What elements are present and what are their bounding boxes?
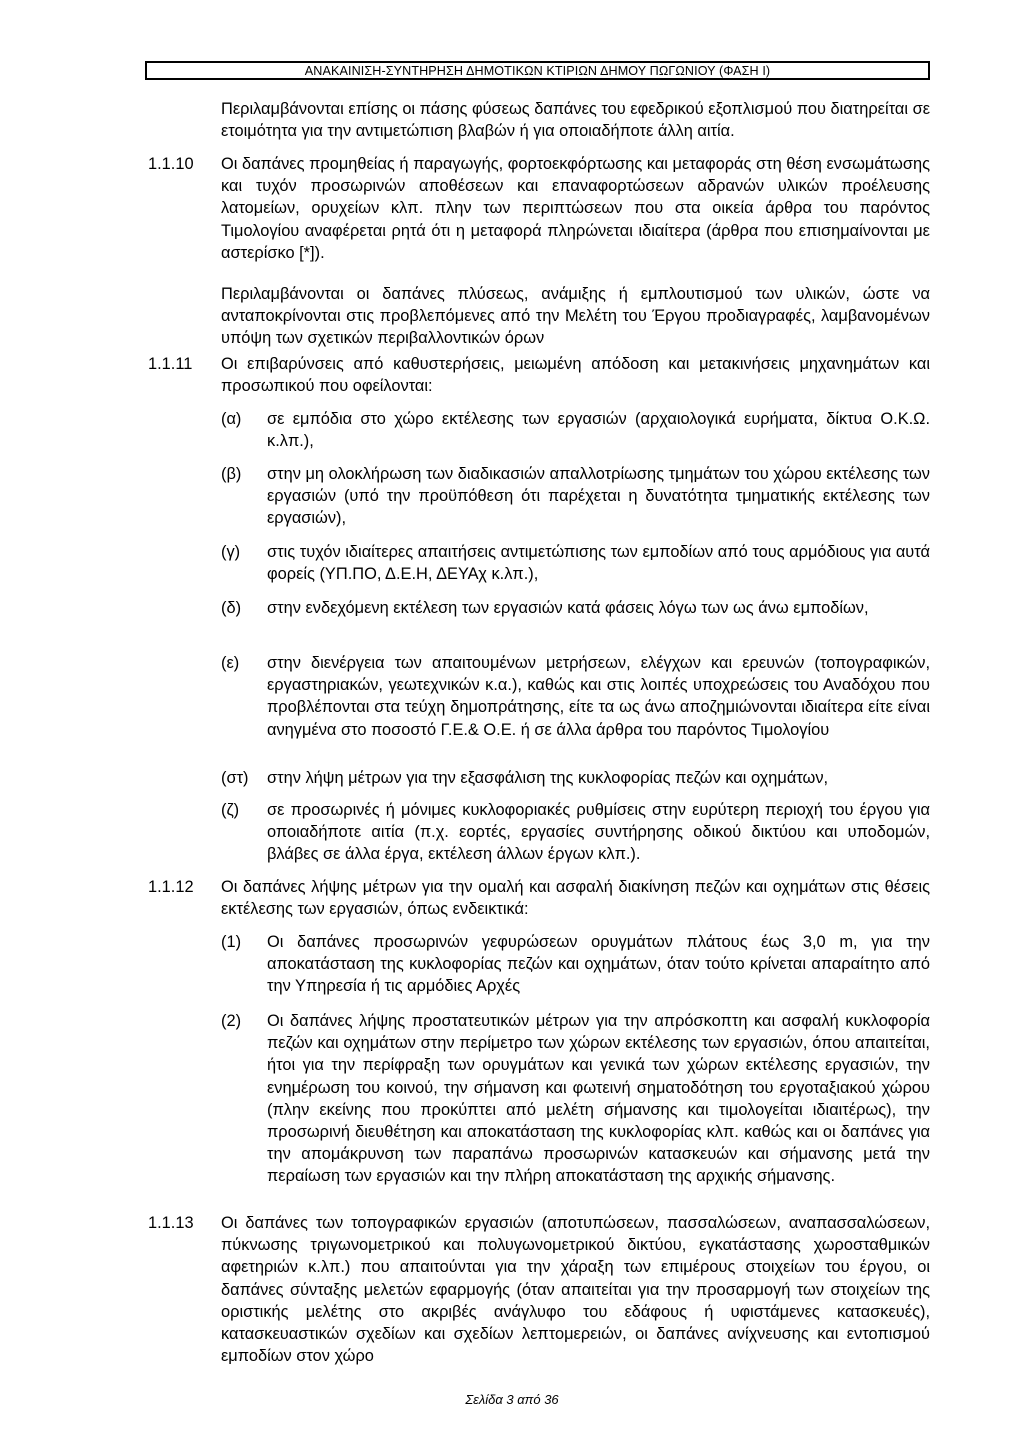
item-label-e: (ε)	[221, 654, 240, 672]
section-text-1-1-11: Οι επιβαρύνσεις από καθυστερήσεις, μειωμένη απόδοση και μετακινήσεις μηχανημάτων και προσωπικού που οφείλονται:	[221, 355, 930, 396]
item-text-c: στις τυχόν ιδιαίτερες απαιτήσεις αντιμετώπισης των εμποδίων από τους αρμόδιους για αυτά φορείς (ΥΠ.ΠΟ, Δ.Ε.Η, ΔΕΥΑχ κ.λπ.),	[267, 543, 930, 584]
section-number-1-1-12: 1.1.12	[148, 878, 194, 896]
item-label-d: (δ)	[221, 599, 242, 617]
item-text-st: στην λήψη μέτρων για την εξασφάλιση της κυκλοφορίας πεζών και οχημάτων,	[267, 769, 829, 787]
item-text-2: Οι δαπάνες λήψης προστατευτικών μέτρων για την απρόσκοπτη και ασφαλή κυκλοφορία πεζών και οχημάτων στην περίμετρο των χώρων εκτέλεσης των εργασιών, όπου απαιτείται, ήτοι για την περίφραξη των ορυγμάτων και γενικά των χώρων εκτέλεσης εργασιών, την ενημέρωση του κοινού, την σήμανση και φωτεινή σηματοδότηση του εργοταξιακού χώρου (πλην εκείνης που προκύπτει από μελέτη σήμανσης και τιμολογείται ιδιαιτέρως), την προσωρινή διευθέτηση και αποκατάσταση της κυκλοφορίας κλπ. καθώς και οι δαπάνες για την απομάκρυνση των παραπάνω προσωρινών κατασκευών και σήμανσης μετά την περαίωση των εργασιών και την πλήρη αποκατάσταση της αρχικής σήμανσης.	[267, 1012, 930, 1186]
item-label-z: (ζ)	[221, 801, 240, 819]
section-text-1-1-10: Οι δαπάνες προμηθείας ή παραγωγής, φορτοεκφόρτωσης και μεταφοράς στη θέση ενσωμάτωσης και τυχόν προσωρινών αποθέσεων και επαναφορτώσεων αδρανών υλικών προέλευσης λατομείων, ορυχείων κλπ. πλην των περιπτώσεων που στα οικεία άρθρα του παρόντος Τιμολογίου αναφέρεται ρητά ότι η μεταφορά πληρώνεται ιδιαίτερα (άρθρα που επισημαίνονται με αστερίσκο [*]).	[221, 155, 930, 262]
item-label-a: (α)	[221, 410, 242, 428]
section-text-1-1-12: Οι δαπάνες λήψης μέτρων για την ομαλή και ασφαλή διακίνηση πεζών και οχημάτων στις θέσεις εκτέλεσης των εργασιών, όπως ενδεικτικά:	[221, 878, 930, 919]
item-text-b: στην μη ολοκλήρωση των διαδικασιών απαλλοτρίωσης τμημάτων του χώρου εκτέλεσης των εργασιών (υπό την προϋπόθεση ότι παρέχεται η δυνατότητα τμηματικής εκτέλεσης των εργασιών),	[267, 465, 930, 528]
item-text-d: στην ενδεχόμενη εκτέλεση των εργασιών κατά φάσεις λόγω των ως άνω εμποδίων,	[267, 599, 869, 617]
section-number-1-1-11: 1.1.11	[148, 355, 193, 373]
section-text-1-1-13: Οι δαπάνες των τοπογραφικών εργασιών (αποτυπώσεων, πασσαλώσεων, αναπασσαλώσεων, πύκνωσης τριγωνομετρικού και πολυγωνομετρικού δικτύου, εγκατάστασης χωροσταθμικών αφετηριών κ.λπ.) που απαιτούνται για την χάραξη των επιμέρους στοιχείων του έργου, οι δαπάνες σύνταξης μελετών εφαρμογής (όταν απαιτείται για την προσαρμογή των στοιχείων της οριστικής μελέτης στο ακριβές ανάγλυφο του εδάφους ή υφιστάμενες κατασκευές), κατασκευαστικών σχεδίων και σχεδίων λεπτομερειών, οι δαπάνες ανίχνευσης και εντοπισμού εμποδίων στον χώρο	[221, 1214, 930, 1366]
item-label-2: (2)	[221, 1012, 242, 1030]
page-footer: Σελίδα 3 από 36	[465, 1392, 559, 1407]
section-number-1-1-10: 1.1.10	[148, 155, 194, 173]
item-label-st: (στ)	[221, 769, 249, 787]
item-text-e: στην διενέργεια των απαιτουμένων μετρήσεων, ελέγχων και ερευνών (τοπογραφικών, εργαστηριακών, γεωτεχνικών κ.α.), καθώς και στις λοιπές υποχρεώσεις του Αναδόχου που προβλέπονται στα τεύχη δημοπράτησης, είτε τα ως άνω αποζημιώνονται ιδιαίτερα είτε είναι ανηγμένα στο ποσοστό Γ.Ε.& Ο.Ε. ή σε άλλα άρθρα του παρόντος Τιμολογίου	[267, 654, 930, 739]
intro-paragraph: Περιλαμβάνονται επίσης οι πάσης φύσεως δαπάνες του εφεδρικού εξοπλισμού που διατηρείται σε ετοιμότητα για την αντιμετώπιση βλαβών ή για οποιαδήποτε άλλη αιτία.	[221, 100, 930, 141]
item-label-b: (β)	[221, 465, 242, 483]
section-text-1-1-10-continued: Περιλαμβάνονται οι δαπάνες πλύσεως, ανάμιξης ή εμπλουτισμού των υλικών, ώστε να ανταποκρίνονται στις προβλεπόμενες από την Μελέτη του Έργου προδιαγραφές, λαμβανομένων υπόψη των σχετικών περιβαλλοντικών όρων	[221, 285, 930, 348]
item-label-1: (1)	[221, 933, 242, 951]
item-text-1: Οι δαπάνες προσωρινών γεφυρώσεων ορυγμάτων πλάτους έως 3,0 m, για την αποκατάσταση της κυκλοφορίας πεζών και οχημάτων, όταν τούτο κρίνεται απαραίτητο από την Υπηρεσία ή τις αρμόδιες Αρχές	[267, 933, 930, 996]
document-header: ΑΝΑΚΑΙΝΙΣΗ-ΣΥΝΤΗΡΗΣΗ ΔΗΜΟΤΙΚΩΝ ΚΤΙΡΙΩΝ ΔΗΜΟΥ ΠΩΓΩΝΙΟΥ (ΦΑΣΗ Ι)	[145, 61, 930, 80]
item-label-c: (γ)	[221, 543, 241, 561]
item-text-a: σε εμπόδια στο χώρο εκτέλεσης των εργασιών (αρχαιολογικά ευρήματα, δίκτυα Ο.Κ.Ω. κ.λπ.),	[267, 410, 930, 451]
section-number-1-1-13: 1.1.13	[148, 1214, 194, 1232]
item-text-z: σε προσωρινές ή μόνιμες κυκλοφοριακές ρυθμίσεις στην ευρύτερη περιοχή του έργου για οποιαδήποτε αιτία (π.χ. εορτές, εργασίες συντήρησης οδικού δικτύου και υποδομών, βλάβες σε άλλα έργα, εκτέλεση άλλων έργων κλπ.).	[267, 801, 930, 864]
